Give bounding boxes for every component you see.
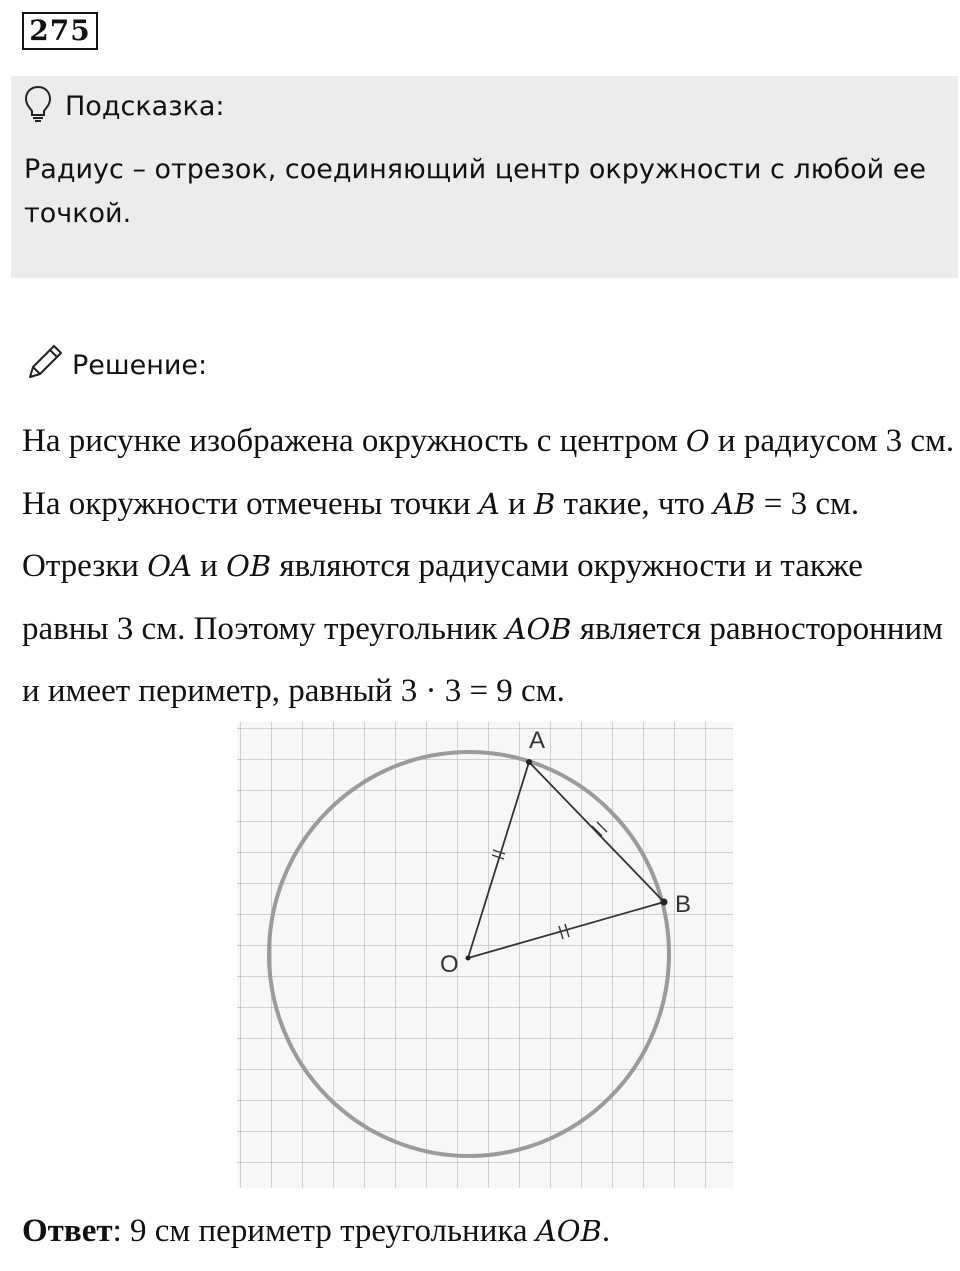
answer-label: Ответ xyxy=(22,1213,113,1249)
geometry-figure xyxy=(237,722,733,1188)
var-ob: OB xyxy=(226,549,272,583)
solution-part: такие, что xyxy=(555,485,714,522)
label-b: B xyxy=(675,891,692,918)
figure-svg xyxy=(237,722,733,1188)
solution-part: На рисунке изображена окружность с центром xyxy=(22,423,686,459)
solution-header xyxy=(22,340,207,390)
answer-text: : 9 см периметр треугольника xyxy=(112,1213,536,1249)
var-b: B xyxy=(533,486,556,521)
task-number: 275 xyxy=(22,12,98,50)
solution-text xyxy=(22,410,957,723)
lightbulb-icon xyxy=(23,84,53,129)
answer-var: AOB xyxy=(535,1214,602,1248)
solution-part: = 3 см. Отрезки xyxy=(22,485,860,584)
var-oa: OA xyxy=(147,549,192,583)
point-a xyxy=(526,759,532,765)
point-b xyxy=(661,899,668,906)
solution-part: и радиусом 3 см. На окружности отмечены точки xyxy=(22,423,955,522)
answer-end: . xyxy=(601,1213,611,1249)
var-o: O xyxy=(685,424,710,458)
var-ab: AB xyxy=(713,486,756,521)
label-o: O xyxy=(440,951,459,978)
hint-text xyxy=(24,148,944,236)
var-a: A xyxy=(478,486,500,521)
solution-part: являются радиусами окружности и также равны 3 см. Поэтому треугольник xyxy=(22,548,863,647)
point-o xyxy=(466,956,471,961)
var-aob: AOB xyxy=(505,611,572,646)
hint-definition: – отрезок, соединяющий центр окружности с любой ее точкой. xyxy=(24,154,926,229)
solution-part: и xyxy=(191,548,227,584)
solution-title: Решение: xyxy=(72,349,208,381)
hint-term: Радиус xyxy=(24,154,124,185)
hint-title: Подсказка: xyxy=(65,90,225,122)
hint-header xyxy=(23,84,225,128)
grid-lines xyxy=(237,722,733,1188)
hint-box xyxy=(11,76,958,278)
answer xyxy=(22,1206,610,1256)
solution-part: является равносторонним и имеет периметр, равный 3 · 3 = 9 см. xyxy=(22,610,944,709)
pencil-icon xyxy=(22,341,66,390)
label-a: A xyxy=(529,727,546,754)
solution-part: и xyxy=(499,485,534,522)
